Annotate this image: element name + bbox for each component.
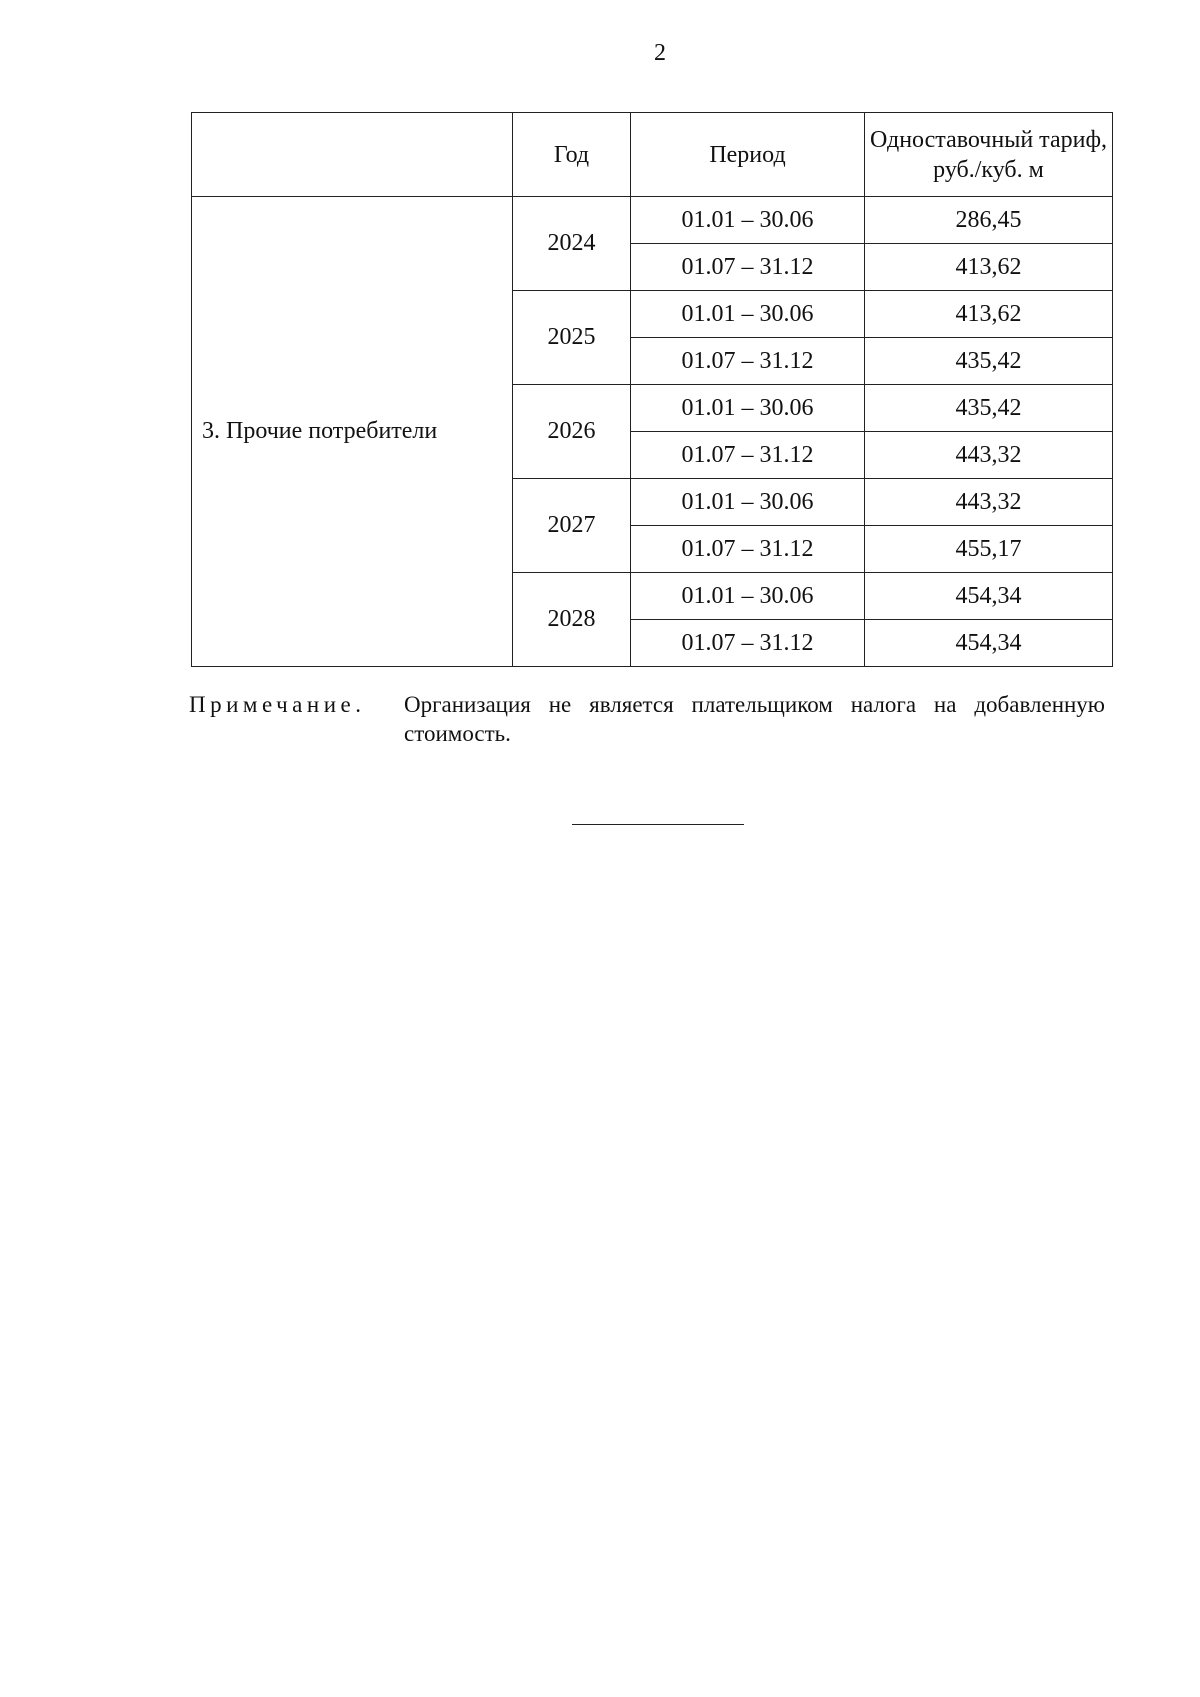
tariff-cell: 443,32: [865, 432, 1113, 479]
year-cell: 2025: [513, 291, 631, 385]
year-cell: 2027: [513, 479, 631, 573]
note-text: Организация не является плательщиком налога на добавленную стоимость.: [404, 692, 1105, 746]
period-cell: 01.07 – 31.12: [631, 620, 865, 667]
tariff-cell: 454,34: [865, 620, 1113, 667]
period-cell: 01.07 – 31.12: [631, 526, 865, 573]
header-tariff-line2: руб./куб. м: [933, 156, 1044, 183]
tariff-table: [191, 112, 1113, 667]
tariff-cell: 455,17: [865, 526, 1113, 573]
period-cell: 01.01 – 30.06: [631, 573, 865, 620]
period-cell: 01.01 – 30.06: [631, 479, 865, 526]
period-cell: 01.01 – 30.06: [631, 291, 865, 338]
note-label: Примечание.: [189, 692, 366, 717]
tariff-cell: 443,32: [865, 479, 1113, 526]
period-cell: 01.01 – 30.06: [631, 385, 865, 432]
table-row: [192, 197, 1113, 244]
table-header-row: [192, 113, 1113, 197]
header-tariff: [865, 113, 1113, 197]
year-cell: 2024: [513, 197, 631, 291]
tariff-cell: 435,42: [865, 338, 1113, 385]
tariff-cell: 435,42: [865, 385, 1113, 432]
tariff-cell: 454,34: [865, 573, 1113, 620]
header-tariff-line1: Одноставочный тариф,: [869, 126, 1107, 153]
header-category: [192, 113, 513, 197]
tariff-cell: 413,62: [865, 291, 1113, 338]
year-cell: 2026: [513, 385, 631, 479]
tariff-cell: 413,62: [865, 244, 1113, 291]
page-number: 2: [654, 40, 666, 66]
year-cell: 2028: [513, 573, 631, 667]
period-cell: 01.07 – 31.12: [631, 338, 865, 385]
period-cell: 01.07 – 31.12: [631, 244, 865, 291]
period-cell: 01.01 – 30.06: [631, 197, 865, 244]
period-cell: 01.07 – 31.12: [631, 432, 865, 479]
tariff-cell: 286,45: [865, 197, 1113, 244]
header-year: Год: [513, 113, 631, 197]
end-divider: [572, 824, 744, 825]
header-period: Период: [631, 113, 865, 197]
consumer-category-cell: 3. Прочие потребители: [192, 197, 513, 667]
